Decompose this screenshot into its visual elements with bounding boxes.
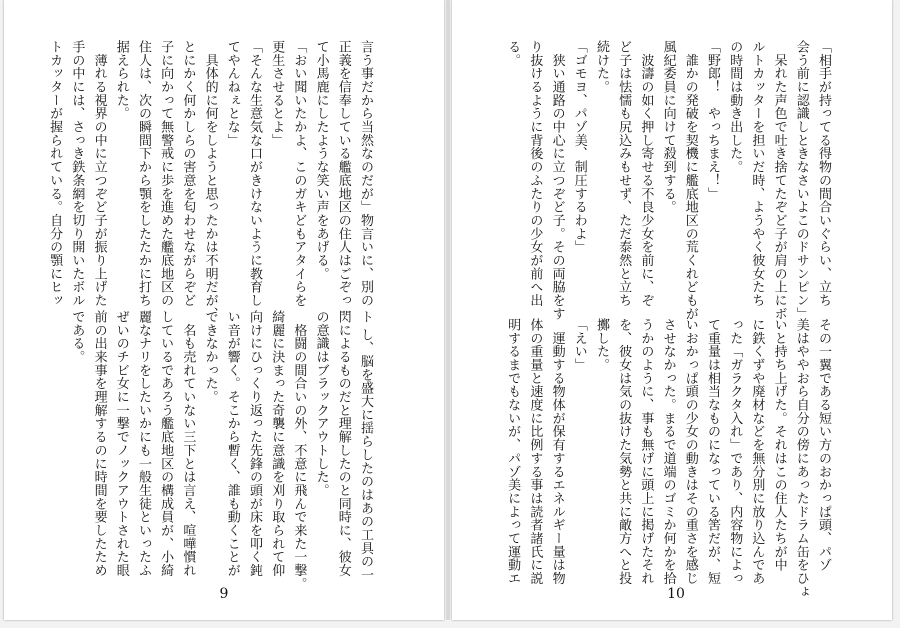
text-line: 「おい聞いたかよ、このガキどもアタイらを <box>291 40 307 307</box>
text-line: 美はややおら自分の傍にあったドラム缶をひょ <box>793 318 809 599</box>
book-gutter <box>446 0 450 620</box>
page-number-left: 9 <box>219 586 229 602</box>
text-line: 呆れた声色で吐き捨てたぞど子が肩の上にボ <box>771 40 787 321</box>
text-line: 薄れる視界の中に立つぞど子が振り上げた <box>91 40 107 307</box>
text-line: い音が響く。そこから暫く、誰も動くことが <box>224 310 240 577</box>
text-line: 「そんな生意気な口がきけないように教育し <box>246 40 262 307</box>
text-line: て重量は相当なものになっている筈だが、短 <box>704 318 720 585</box>
text-line: 前の出来事を理解するのに時間を要したため <box>91 310 107 577</box>
text-line: 運動する物体が保有するエネルギー量は物 <box>549 318 565 585</box>
text-line: 明するまでもないが、パゾ美によって運動エ <box>505 318 521 585</box>
text-line: 据えられた。 <box>113 40 129 121</box>
page-left <box>4 0 444 620</box>
text-line: しているであろう艦底地区の構成員が、小綺 <box>158 310 174 577</box>
text-line: うかのように、事も無げに頭上に掲げたそれ <box>638 318 654 585</box>
text-line: その一翼である短い方のおかっぱ頭、パゾ <box>816 318 831 572</box>
page-number-right: 10 <box>667 586 685 602</box>
left-page-upper-text <box>43 40 376 321</box>
text-line: できなかった。 <box>202 310 218 404</box>
text-line: 言う事だから当然なのだが」物言いに、別の <box>358 40 373 307</box>
text-line: ぜいのチビ女に一撃でノックアウトされた眼 <box>113 310 129 577</box>
text-line: 風紀委員に向けて殺到する。 <box>660 40 676 214</box>
text-line: 波濤の如く押し寄せる不良少女を前に、ぞ <box>638 40 654 307</box>
left-page-lower-text <box>65 310 376 591</box>
text-line: った「ガラクタ入れ」であり、内容物によっ <box>727 318 743 585</box>
text-line: とにかく何かしらの害意を匂わせながらぞど <box>180 40 196 307</box>
text-line: 正義を信奉している艦底地区の住人はごぞっ <box>335 40 351 307</box>
text-line: である。 <box>69 310 85 364</box>
text-line: 続けた。 <box>593 40 609 94</box>
text-line: 狭い通路の中心に立つぞど子。その両脇をす <box>549 40 565 321</box>
text-line: る。 <box>505 40 521 67</box>
text-line: を、彼女は気の抜けた気勢と共に敵方へと投 <box>616 318 632 585</box>
page-right <box>452 0 892 620</box>
text-line: 「野郎！ やっちまえ！」 <box>704 40 720 201</box>
text-line: 「相手が持ってる得物の間合いぐらい、立ち <box>816 40 831 307</box>
text-line: 誰かの発破を契機に艦底地区の荒くれどもが <box>682 40 698 321</box>
text-line: 子に向かって無警戒に歩を進めた艦底地区の <box>158 40 174 307</box>
text-line: の時間は動き出した。 <box>727 40 743 174</box>
text-line: トカッターが握られている。自分の顎にヒッ <box>47 40 63 307</box>
text-line: て小馬鹿にしたような笑い声をあげる。 <box>313 40 329 281</box>
text-line: てやんねぇとな」 <box>224 40 240 147</box>
text-line: 「えい」 <box>571 318 587 372</box>
text-line: させなかった。まるで道端のゴミか何かを拾 <box>660 318 676 585</box>
text-line: 会う前に認識しときなさいよこのドサンピン」 <box>793 40 809 321</box>
text-line: 綺麗に決まった奇襲に意識を刈り取られて仰 <box>269 310 285 577</box>
right-page-upper-text <box>501 40 834 321</box>
text-line: 住人は、次の瞬間下から顎をしたたかに打ち <box>135 40 151 307</box>
text-line: 体の重量と速度に比例する事は読者諸氏に説 <box>527 318 543 585</box>
text-line: 閃によるものだと理解したのと同時に、彼女 <box>335 310 351 577</box>
text-line: ルトカッターを担いだ時、ようやく彼女たち <box>749 40 765 307</box>
text-line: 手の中には、さっき鉄条網を切り開いたボル <box>69 40 85 307</box>
text-line: ど子は怯懦も尻込みもせず、ただ泰然と立ち <box>616 40 632 307</box>
text-line: 「ゴモヨ、パゾ美、制圧するわよ」 <box>571 40 587 254</box>
text-line: 更生させるとよ」 <box>269 40 285 147</box>
text-line: 擲した。 <box>593 318 609 372</box>
text-line: 具体的に何をしようと思ったかは不明だが、 <box>202 40 218 321</box>
text-line: いと持ち上げた。それはこの住人たちが中 <box>771 318 787 572</box>
text-line: 名も売れていない三下とは言え、喧嘩慣れ <box>180 310 196 577</box>
text-line: ト し、脳を盛大に揺らしたのはあの工具の一 <box>358 310 373 582</box>
text-line: の意識はブラックアウトした。 <box>313 310 329 497</box>
text-line: 麗なナリをしたいかにも一般生徒といったふ <box>135 310 151 577</box>
text-line: 向けにひっくり返った先鋒の頭が床を叩く鈍 <box>246 310 262 577</box>
text-line: に鉄くずや廃材などを無分別に放り込んであ <box>749 318 765 585</box>
text-line: いおかっぱ頭の少女の動きはその重さを感じ <box>682 318 698 585</box>
text-line: り抜けるように背後のふたりの少女が前へ出 <box>527 40 543 307</box>
text-line: 格闘の間合いの外、不意に飛んで来た一撃。 <box>291 310 307 591</box>
